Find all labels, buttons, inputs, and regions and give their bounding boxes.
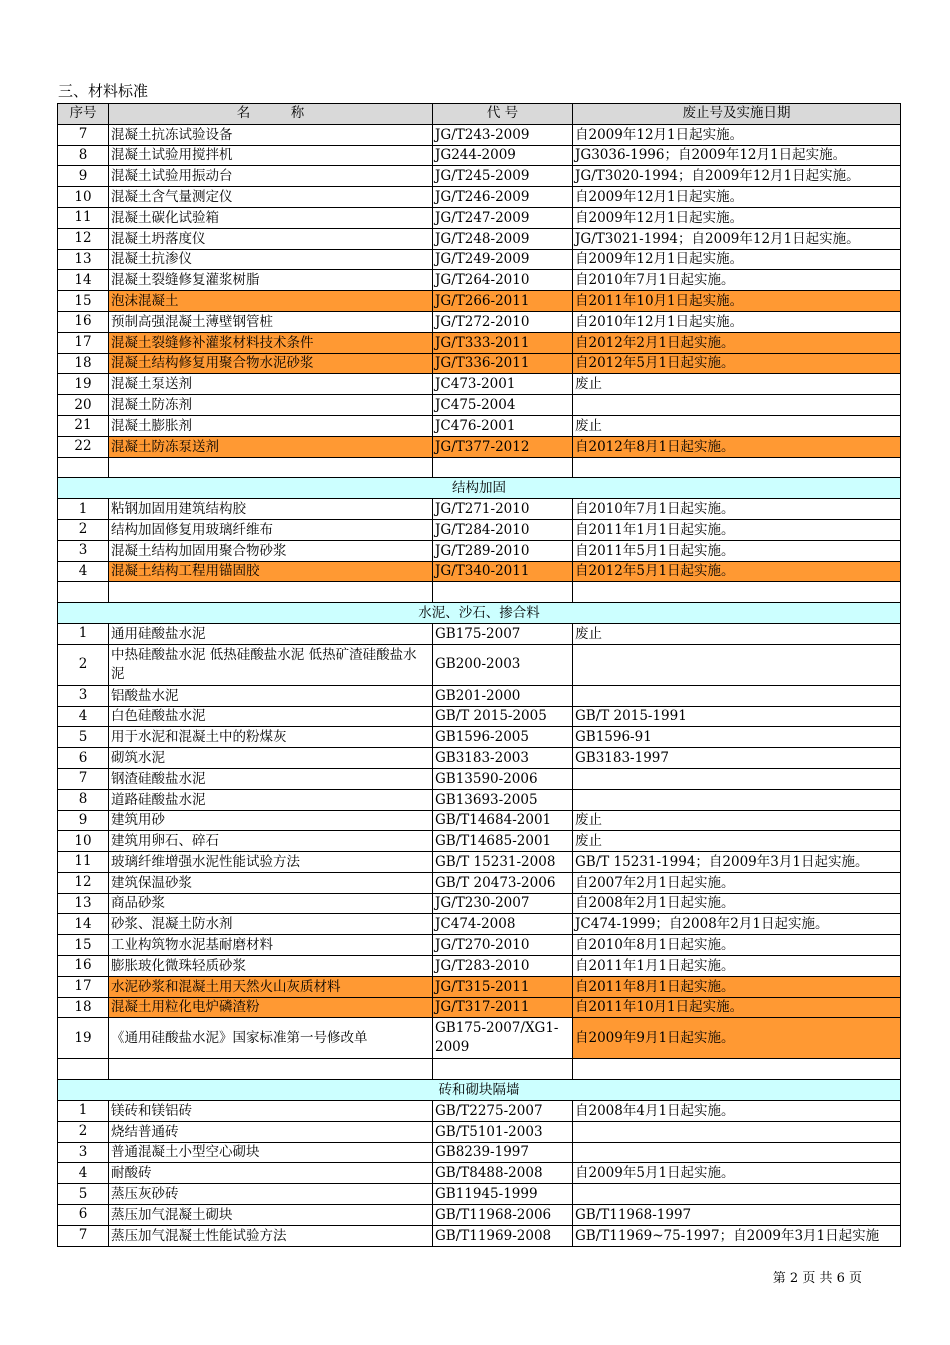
- row-note: GB/T11968-1997: [573, 1205, 901, 1226]
- row-code: GB8239-1997: [433, 1142, 573, 1163]
- row-seq: 10: [58, 831, 109, 852]
- row-seq: 13: [58, 893, 109, 914]
- row-seq: 22: [58, 436, 109, 457]
- table-row: [58, 768, 901, 789]
- table-row: [58, 145, 901, 166]
- row-seq: 4: [58, 706, 109, 727]
- table-row: [58, 1225, 901, 1246]
- row-note: JG/T3021-1994；自2009年12月1日起实施。: [573, 228, 901, 249]
- row-code: GB3183-2003: [433, 748, 573, 769]
- row-code: GB/T14684-2001: [433, 810, 573, 831]
- table-row: [58, 1184, 901, 1205]
- row-note: [573, 1142, 901, 1163]
- table-row: [58, 561, 901, 582]
- row-seq: 8: [58, 789, 109, 810]
- row-seq: 15: [58, 291, 109, 312]
- table-row: [58, 1142, 901, 1163]
- row-seq: 11: [58, 207, 109, 228]
- row-code: JG/T340-2011: [433, 561, 573, 582]
- table-row: [58, 956, 901, 977]
- row-code: JG244-2009: [433, 145, 573, 166]
- blank-row: [58, 457, 901, 478]
- row-name: 蒸压加气混凝土砌块: [109, 1205, 433, 1226]
- table-row: [58, 685, 901, 706]
- row-note: 自2009年5月1日起实施。: [573, 1163, 901, 1184]
- row-code: JC475-2004: [433, 395, 573, 416]
- row-seq: 6: [58, 1205, 109, 1226]
- row-note: 自2011年1月1日起实施。: [573, 956, 901, 977]
- table-row: [58, 228, 901, 249]
- table-row: [58, 1205, 901, 1226]
- row-name: 膨胀玻化微珠轻质砂浆: [109, 956, 433, 977]
- row-code: JG/T283-2010: [433, 956, 573, 977]
- row-seq: 9: [58, 166, 109, 187]
- row-name: 钢渣硅酸盐水泥: [109, 768, 433, 789]
- row-note: [573, 1184, 901, 1205]
- table-row: [58, 519, 901, 540]
- row-seq: 4: [58, 561, 109, 582]
- row-seq: 12: [58, 872, 109, 893]
- row-note: GB/T 2015-1991: [573, 706, 901, 727]
- empty-cell: [58, 582, 109, 603]
- row-note: 自2012年8月1日起实施。: [573, 436, 901, 457]
- row-code: JG/T315-2011: [433, 976, 573, 997]
- row-note: [573, 789, 901, 810]
- empty-cell: [58, 457, 109, 478]
- row-name: 混凝土碳化试验箱: [109, 207, 433, 228]
- row-name: 用于水泥和混凝土中的粉煤灰: [109, 727, 433, 748]
- row-code: JG/T377-2012: [433, 436, 573, 457]
- row-code: GB13693-2005: [433, 789, 573, 810]
- row-code: JG/T317-2011: [433, 997, 573, 1018]
- row-note: 自2007年2月1日起实施。: [573, 872, 901, 893]
- header-note: 废止号及实施日期: [573, 104, 901, 125]
- row-note: 废止: [573, 810, 901, 831]
- row-name: 泡沫混凝土: [109, 291, 433, 312]
- table-row: [58, 332, 901, 353]
- row-note: [573, 395, 901, 416]
- table-row: [58, 872, 901, 893]
- row-seq: 7: [58, 768, 109, 789]
- row-seq: 1: [58, 623, 109, 644]
- section-title: 三、材料标准: [58, 82, 149, 100]
- row-seq: 7: [58, 124, 109, 145]
- row-code: JC474-2008: [433, 914, 573, 935]
- row-code: GB/T14685-2001: [433, 831, 573, 852]
- row-code: JG/T289-2010: [433, 540, 573, 561]
- row-seq: 1: [58, 1101, 109, 1122]
- table-row: [58, 976, 901, 997]
- row-note: GB/T11969~75-1997；自2009年3月1日起实施: [573, 1225, 901, 1246]
- table-row: [58, 727, 901, 748]
- row-name: 混凝土泵送剂: [109, 374, 433, 395]
- row-code: GB/T 15231-2008: [433, 852, 573, 873]
- row-note: 自2009年12月1日起实施。: [573, 249, 901, 270]
- row-name: 建筑用卵石、碎石: [109, 831, 433, 852]
- row-seq: 14: [58, 270, 109, 291]
- row-code: GB200-2003: [433, 644, 573, 685]
- empty-cell: [433, 457, 573, 478]
- table-row: [58, 1121, 901, 1142]
- row-name: 混凝土抗冻试验设备: [109, 124, 433, 145]
- row-seq: 8: [58, 145, 109, 166]
- table-row: [58, 540, 901, 561]
- row-note: GB3183-1997: [573, 748, 901, 769]
- row-note: 废止: [573, 415, 901, 436]
- table-row: [58, 207, 901, 228]
- row-seq: 17: [58, 332, 109, 353]
- table-header-row: [58, 104, 901, 125]
- row-code: GB/T11969-2008: [433, 1225, 573, 1246]
- row-note: 自2011年10月1日起实施。: [573, 997, 901, 1018]
- table-row: [58, 249, 901, 270]
- row-name: 烧结普通砖: [109, 1121, 433, 1142]
- category-label: 水泥、沙石、掺合料: [58, 603, 901, 624]
- row-name: 白色硅酸盐水泥: [109, 706, 433, 727]
- row-name: 建筑保温砂浆: [109, 872, 433, 893]
- row-name: 水泥砂浆和混凝土用天然火山灰质材料: [109, 976, 433, 997]
- row-note: 自2011年10月1日起实施。: [573, 291, 901, 312]
- row-seq: 18: [58, 353, 109, 374]
- row-code: GB175-2007/XG1-2009: [433, 1018, 573, 1059]
- table-row: [58, 415, 901, 436]
- empty-cell: [109, 1059, 433, 1080]
- row-seq: 18: [58, 997, 109, 1018]
- empty-cell: [109, 582, 433, 603]
- row-name: 混凝土试验用振动台: [109, 166, 433, 187]
- row-code: GB11945-1999: [433, 1184, 573, 1205]
- table-row: [58, 436, 901, 457]
- row-note: 自2010年12月1日起实施。: [573, 311, 901, 332]
- row-name: 《通用硅酸盐水泥》国家标准第一号修改单: [109, 1018, 433, 1059]
- category-row: [58, 1080, 901, 1101]
- row-seq: 14: [58, 914, 109, 935]
- row-note: 自2010年7月1日起实施。: [573, 499, 901, 520]
- row-seq: 4: [58, 1163, 109, 1184]
- row-code: JG/T247-2009: [433, 207, 573, 228]
- row-code: GB1596-2005: [433, 727, 573, 748]
- row-code: GB/T2275-2007: [433, 1101, 573, 1122]
- table-row: [58, 353, 901, 374]
- blank-row: [58, 582, 901, 603]
- table-row: [58, 852, 901, 873]
- row-seq: 9: [58, 810, 109, 831]
- row-code: JG/T266-2011: [433, 291, 573, 312]
- row-code: JG/T248-2009: [433, 228, 573, 249]
- row-seq: 13: [58, 249, 109, 270]
- row-seq: 20: [58, 395, 109, 416]
- row-note: 废止: [573, 374, 901, 395]
- row-code: JG/T243-2009: [433, 124, 573, 145]
- row-note: 自2008年4月1日起实施。: [573, 1101, 901, 1122]
- row-name: 铝酸盐水泥: [109, 685, 433, 706]
- page-number: 第 2 页 共 6 页: [772, 1271, 862, 1286]
- row-code: GB/T5101-2003: [433, 1121, 573, 1142]
- row-code: GB/T 20473-2006: [433, 872, 573, 893]
- row-note: 自2009年12月1日起实施。: [573, 124, 901, 145]
- row-seq: 19: [58, 374, 109, 395]
- category-label: 砖和砌块隔墙: [58, 1080, 901, 1101]
- row-note: 自2010年7月1日起实施。: [573, 270, 901, 291]
- row-note: 自2009年12月1日起实施。: [573, 207, 901, 228]
- empty-cell: [573, 1059, 901, 1080]
- row-code: GB/T 2015-2005: [433, 706, 573, 727]
- table-row: [58, 1163, 901, 1184]
- row-code: JC476-2001: [433, 415, 573, 436]
- row-seq: 7: [58, 1225, 109, 1246]
- row-seq: 6: [58, 748, 109, 769]
- row-seq: 3: [58, 540, 109, 561]
- category-row: [58, 478, 901, 499]
- row-note: GB1596-91: [573, 727, 901, 748]
- header-code: 代 号: [433, 104, 573, 125]
- table-body: [58, 124, 901, 1246]
- table-row: [58, 748, 901, 769]
- row-name: 建筑用砂: [109, 810, 433, 831]
- row-name: 玻璃纤维增强水泥性能试验方法: [109, 852, 433, 873]
- row-note: [573, 768, 901, 789]
- table-row: [58, 914, 901, 935]
- row-name: 混凝土膨胀剂: [109, 415, 433, 436]
- row-name: 通用硅酸盐水泥: [109, 623, 433, 644]
- table-row: [58, 644, 901, 685]
- table-row: [58, 789, 901, 810]
- standards-table: [57, 103, 901, 1247]
- row-note: 自2009年12月1日起实施。: [573, 187, 901, 208]
- row-name: 预制高强混凝土薄壁钢管桩: [109, 311, 433, 332]
- blank-row: [58, 1059, 901, 1080]
- table-row: [58, 893, 901, 914]
- row-name: 道路硅酸盐水泥: [109, 789, 433, 810]
- row-note: JG/T3020-1994；自2009年12月1日起实施。: [573, 166, 901, 187]
- row-note: 自2008年2月1日起实施。: [573, 893, 901, 914]
- row-note: [573, 644, 901, 685]
- table-row: [58, 623, 901, 644]
- row-name: 混凝土试验用搅拌机: [109, 145, 433, 166]
- row-seq: 12: [58, 228, 109, 249]
- row-seq: 2: [58, 1121, 109, 1142]
- row-seq: 16: [58, 956, 109, 977]
- row-code: JG/T271-2010: [433, 499, 573, 520]
- row-name: 混凝土结构加固用聚合物砂浆: [109, 540, 433, 561]
- empty-cell: [433, 582, 573, 603]
- row-name: 混凝土用粒化电炉磷渣粉: [109, 997, 433, 1018]
- row-seq: 2: [58, 644, 109, 685]
- row-note: [573, 685, 901, 706]
- empty-cell: [433, 1059, 573, 1080]
- table-row: [58, 187, 901, 208]
- row-seq: 10: [58, 187, 109, 208]
- row-note: GB/T 15231-1994；自2009年3月1日起实施。: [573, 852, 901, 873]
- row-name: 耐酸砖: [109, 1163, 433, 1184]
- row-seq: 3: [58, 685, 109, 706]
- table-row: [58, 1018, 901, 1059]
- row-seq: 2: [58, 519, 109, 540]
- table-row: [58, 311, 901, 332]
- row-note: JG3036-1996；自2009年12月1日起实施。: [573, 145, 901, 166]
- row-name: 混凝土裂缝修补灌浆材料技术条件: [109, 332, 433, 353]
- table-row: [58, 706, 901, 727]
- empty-cell: [573, 582, 901, 603]
- row-name: 混凝土防冻泵送剂: [109, 436, 433, 457]
- row-name: 混凝土防冻剂: [109, 395, 433, 416]
- row-name: 混凝土结构工程用锚固胶: [109, 561, 433, 582]
- table-row: [58, 270, 901, 291]
- row-note: 自2011年8月1日起实施。: [573, 976, 901, 997]
- row-note: [573, 1121, 901, 1142]
- table-row: [58, 124, 901, 145]
- row-note: 自2010年8月1日起实施。: [573, 935, 901, 956]
- row-seq: 3: [58, 1142, 109, 1163]
- row-note: 自2009年9月1日起实施。: [573, 1018, 901, 1059]
- table-row: [58, 831, 901, 852]
- row-code: GB/T8488-2008: [433, 1163, 573, 1184]
- row-name: 镁砖和镁铝砖: [109, 1101, 433, 1122]
- row-name: 蒸压灰砂砖: [109, 1184, 433, 1205]
- row-code: GB13590-2006: [433, 768, 573, 789]
- row-name: 砂浆、混凝土防水剂: [109, 914, 433, 935]
- row-name: 普通混凝土小型空心砌块: [109, 1142, 433, 1163]
- header-name: 名 称: [109, 104, 433, 125]
- row-name: 混凝土含气量测定仪: [109, 187, 433, 208]
- row-seq: 21: [58, 415, 109, 436]
- row-code: JC473-2001: [433, 374, 573, 395]
- row-name: 商品砂浆: [109, 893, 433, 914]
- category-row: [58, 603, 901, 624]
- row-name: 混凝土抗渗仪: [109, 249, 433, 270]
- row-code: JG/T230-2007: [433, 893, 573, 914]
- table-row: [58, 374, 901, 395]
- row-code: JG/T272-2010: [433, 311, 573, 332]
- row-code: JG/T336-2011: [433, 353, 573, 374]
- row-name: 工业构筑物水泥基耐磨材料: [109, 935, 433, 956]
- header-seq: 序号: [58, 104, 109, 125]
- row-code: JG/T333-2011: [433, 332, 573, 353]
- row-code: GB/T11968-2006: [433, 1205, 573, 1226]
- row-seq: 16: [58, 311, 109, 332]
- row-note: JC474-1999；自2008年2月1日起实施。: [573, 914, 901, 935]
- row-note: 自2011年5月1日起实施。: [573, 540, 901, 561]
- row-seq: 5: [58, 727, 109, 748]
- empty-cell: [109, 457, 433, 478]
- row-code: JG/T270-2010: [433, 935, 573, 956]
- row-note: 自2012年2月1日起实施。: [573, 332, 901, 353]
- row-name: 粘钢加固用建筑结构胶: [109, 499, 433, 520]
- row-name: 蒸压加气混凝土性能试验方法: [109, 1225, 433, 1246]
- row-name: 混凝土裂缝修复灌浆树脂: [109, 270, 433, 291]
- category-label: 结构加固: [58, 478, 901, 499]
- row-code: JG/T284-2010: [433, 519, 573, 540]
- row-name: 砌筑水泥: [109, 748, 433, 769]
- row-name: 混凝土坍落度仪: [109, 228, 433, 249]
- row-note: 废止: [573, 623, 901, 644]
- row-note: 废止: [573, 831, 901, 852]
- row-note: 自2012年5月1日起实施。: [573, 561, 901, 582]
- row-seq: 15: [58, 935, 109, 956]
- empty-cell: [573, 457, 901, 478]
- table-row: [58, 935, 901, 956]
- row-note: 自2011年1月1日起实施。: [573, 519, 901, 540]
- row-seq: 11: [58, 852, 109, 873]
- row-seq: 17: [58, 976, 109, 997]
- row-note: 自2012年5月1日起实施。: [573, 353, 901, 374]
- row-seq: 1: [58, 499, 109, 520]
- table-row: [58, 395, 901, 416]
- row-name: 中热硅酸盐水泥 低热硅酸盐水泥 低热矿渣硅酸盐水泥: [109, 644, 433, 685]
- row-code: JG/T246-2009: [433, 187, 573, 208]
- table-row: [58, 997, 901, 1018]
- table-row: [58, 810, 901, 831]
- row-name: 混凝土结构修复用聚合物水泥砂浆: [109, 353, 433, 374]
- table-row: [58, 291, 901, 312]
- empty-cell: [58, 1059, 109, 1080]
- row-code: GB201-2000: [433, 685, 573, 706]
- row-name: 结构加固修复用玻璃纤维布: [109, 519, 433, 540]
- table-row: [58, 166, 901, 187]
- row-seq: 19: [58, 1018, 109, 1059]
- table-row: [58, 499, 901, 520]
- table-row: [58, 1101, 901, 1122]
- row-code: JG/T245-2009: [433, 166, 573, 187]
- row-code: JG/T249-2009: [433, 249, 573, 270]
- row-code: JG/T264-2010: [433, 270, 573, 291]
- row-seq: 5: [58, 1184, 109, 1205]
- row-code: GB175-2007: [433, 623, 573, 644]
